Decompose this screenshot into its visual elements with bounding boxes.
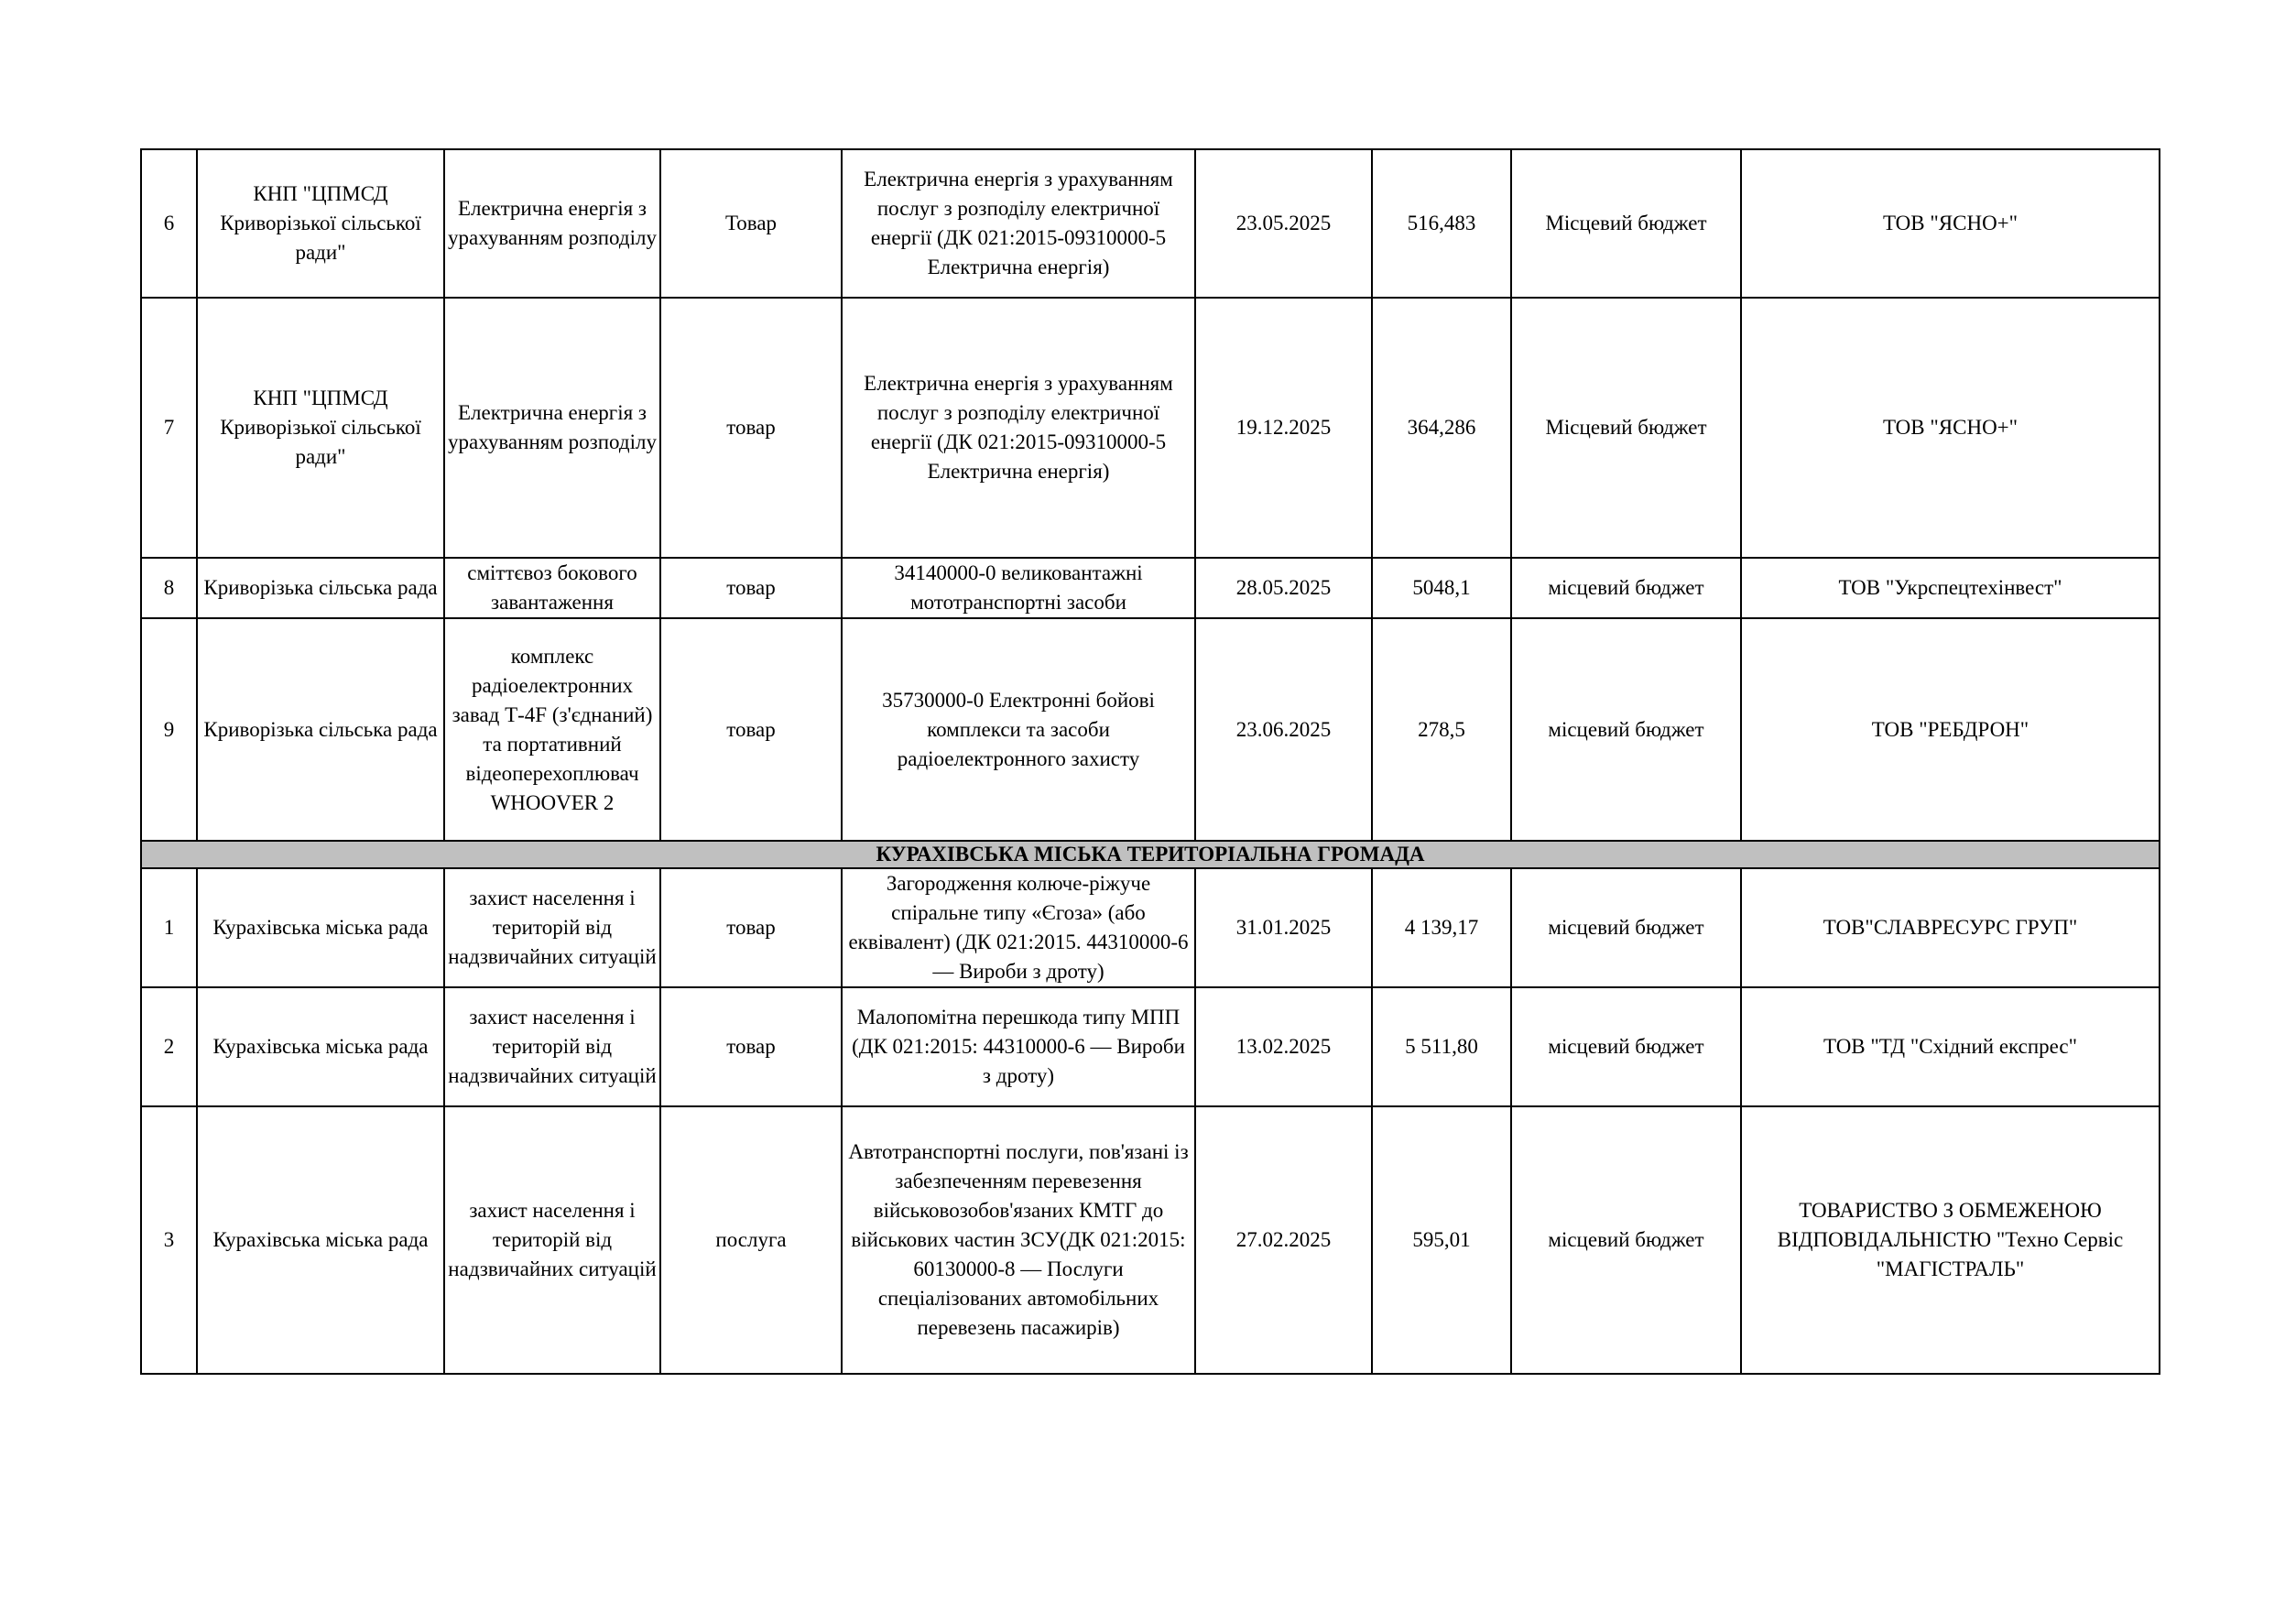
amount-cell: 364,286: [1372, 298, 1511, 558]
source-cell: місцевий бюджет: [1511, 618, 1741, 841]
source-cell: Місцевий бюджет: [1511, 298, 1741, 558]
row-number: 2: [141, 987, 197, 1106]
source-cell: місцевий бюджет: [1511, 987, 1741, 1106]
type-cell: товар: [660, 558, 842, 618]
supplier-cell: ТОВАРИСТВО З ОБМЕЖЕНОЮ ВІДПОВІДАЛЬНІСТЮ "Техно Сервіс "МАГІСТРАЛЬ": [1741, 1106, 2160, 1374]
subject-cell: сміттєвоз бокового завантаження: [444, 558, 660, 618]
date-cell: 13.02.2025: [1195, 987, 1372, 1106]
amount-cell: 595,01: [1372, 1106, 1511, 1374]
subject-cell: Електрична енергія з урахуванням розподілу: [444, 149, 660, 298]
code-cell: Малопомітна перешкода типу МПП (ДК 021:2015: 44310000-6 — Вироби з дроту): [842, 987, 1195, 1106]
amount-cell: 5048,1: [1372, 558, 1511, 618]
table-row: [141, 868, 2160, 987]
customer-cell: КНП "ЦПМСД Криворізької сільської ради": [197, 149, 444, 298]
section-header-row: [141, 841, 2160, 868]
row-number: 7: [141, 298, 197, 558]
subject-cell: комплекс радіоелектронних завад Т-4F (з'єднаний) та портативний відеоперехоплювач WHOOVER 2: [444, 618, 660, 841]
table-row: [141, 987, 2160, 1106]
customer-cell: Курахівська міська рада: [197, 1106, 444, 1374]
date-cell: 23.05.2025: [1195, 149, 1372, 298]
customer-cell: Криворізька сільська рада: [197, 618, 444, 841]
code-cell: 34140000-0 великовантажні мототранспортні засоби: [842, 558, 1195, 618]
supplier-cell: ТОВ "ЯСНО+": [1741, 149, 2160, 298]
type-cell: товар: [660, 868, 842, 987]
source-cell: місцевий бюджет: [1511, 1106, 1741, 1374]
code-cell: Автотранспортні послуги, пов'язані із забезпеченням перевезення військовозобов'язаних КМТГ до військових частин ЗСУ(ДК 021:2015: 60130000-8 — Послуги спеціалізованих автомобільних перевезень пасажирів): [842, 1106, 1195, 1374]
amount-cell: 278,5: [1372, 618, 1511, 841]
subject-cell: захист населення і територій від надзвичайних ситуацій: [444, 1106, 660, 1374]
table-row: [141, 1106, 2160, 1374]
supplier-cell: ТОВ "ТД "Східний експрес": [1741, 987, 2160, 1106]
type-cell: товар: [660, 298, 842, 558]
table-row: [141, 149, 2160, 298]
code-cell: 35730000-0 Електронні бойові комплекси та засоби радіоелектронного захисту: [842, 618, 1195, 841]
section-title: КУРАХІВСЬКА МІСЬКА ТЕРИТОРІАЛЬНА ГРОМАДА: [141, 841, 2160, 868]
table-row: [141, 618, 2160, 841]
date-cell: 27.02.2025: [1195, 1106, 1372, 1374]
supplier-cell: ТОВ "Укрспецтехінвест": [1741, 558, 2160, 618]
supplier-cell: ТОВ "РЕБДРОН": [1741, 618, 2160, 841]
source-cell: Місцевий бюджет: [1511, 149, 1741, 298]
date-cell: 23.06.2025: [1195, 618, 1372, 841]
date-cell: 31.01.2025: [1195, 868, 1372, 987]
procurement-table: [140, 148, 2160, 1375]
supplier-cell: ТОВ"СЛАВРЕСУРС ГРУП": [1741, 868, 2160, 987]
code-cell: Електрична енергія з урахуванням послуг з розподілу електричної енергії (ДК 021:2015-09310000-5 Електрична енергія): [842, 149, 1195, 298]
date-cell: 28.05.2025: [1195, 558, 1372, 618]
row-number: 9: [141, 618, 197, 841]
source-cell: місцевий бюджет: [1511, 558, 1741, 618]
row-number: 8: [141, 558, 197, 618]
customer-cell: Курахівська міська рада: [197, 868, 444, 987]
subject-cell: Електрична енергія з урахуванням розподілу: [444, 298, 660, 558]
amount-cell: 4 139,17: [1372, 868, 1511, 987]
type-cell: товар: [660, 618, 842, 841]
subject-cell: захист населення і територій від надзвичайних ситуацій: [444, 987, 660, 1106]
row-number: 1: [141, 868, 197, 987]
amount-cell: 5 511,80: [1372, 987, 1511, 1106]
code-cell: Загородження колюче-ріжуче спіральне типу «Єгоза» (або еквівалент) (ДК 021:2015. 44310000-6 — Вироби з дроту): [842, 868, 1195, 987]
customer-cell: Курахівська міська рада: [197, 987, 444, 1106]
row-number: 6: [141, 149, 197, 298]
type-cell: послуга: [660, 1106, 842, 1374]
code-cell: Електрична енергія з урахуванням послуг з розподілу електричної енергії (ДК 021:2015-09310000-5 Електрична енергія): [842, 298, 1195, 558]
source-cell: місцевий бюджет: [1511, 868, 1741, 987]
type-cell: товар: [660, 987, 842, 1106]
table-row: [141, 558, 2160, 618]
amount-cell: 516,483: [1372, 149, 1511, 298]
supplier-cell: ТОВ "ЯСНО+": [1741, 298, 2160, 558]
customer-cell: Криворізька сільська рада: [197, 558, 444, 618]
table-row: [141, 298, 2160, 558]
row-number: 3: [141, 1106, 197, 1374]
subject-cell: захист населення і територій від надзвичайних ситуацій: [444, 868, 660, 987]
customer-cell: КНП "ЦПМСД Криворізької сільської ради": [197, 298, 444, 558]
date-cell: 19.12.2025: [1195, 298, 1372, 558]
type-cell: Товар: [660, 149, 842, 298]
